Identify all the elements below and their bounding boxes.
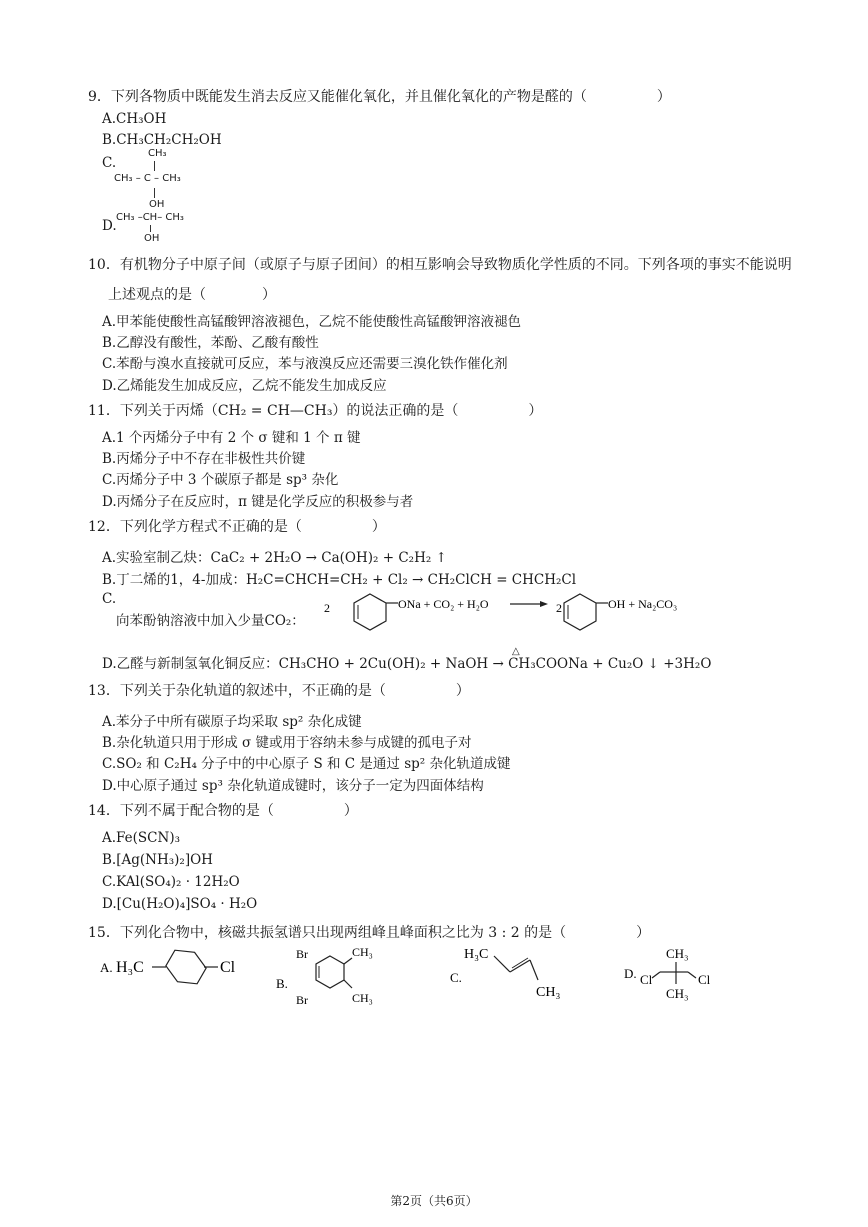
q12-option-c: C.	[102, 591, 117, 607]
q10-option-b: B.乙醇没有酸性，苯酚、乙酸有酸性	[102, 335, 319, 351]
q9-option-d: D.	[102, 218, 117, 234]
q13-option-c: C.SO₂ 和 C₂H₄ 分子中的中心原子 S 和 C 是通过 sp² 杂化轨道成键	[102, 756, 511, 772]
bond-line	[154, 161, 155, 171]
q15-a-structure	[100, 942, 270, 992]
q10-stem-line2: 上述观点的是（ ）	[108, 287, 276, 303]
q12-stem: 12．下列化学方程式不正确的是（ ）	[88, 519, 386, 535]
q15-a-right: Cl	[220, 959, 236, 976]
bond-line	[150, 225, 151, 232]
q15-c-structure	[450, 942, 580, 1002]
q11-option-c: C.丙烯分子中 3 个碳原子都是 sp³ 杂化	[102, 472, 339, 488]
q9-option-c: C.	[102, 155, 117, 171]
q13-option-b: B.杂化轨道只用于形成 σ 键或用于容纳未参与成键的孤电子对	[102, 735, 472, 751]
q12-c-coef1: 2	[324, 601, 330, 615]
q12-c-text: 向苯酚钠溶液中加入少量CO₂：	[116, 613, 305, 629]
q12-option-d: D.乙醛与新制氢氧化铜反应：CH₃CHO + 2Cu(OH)₂ + NaOH → CH₃COONa + Cu₂O ↓ +3H₂O	[102, 656, 712, 672]
benzene-ring	[354, 594, 386, 630]
q15-b-me2: CH₃	[352, 991, 373, 1005]
q14-option-a: A.Fe(SCN)₃	[102, 830, 180, 846]
q15-a-left: H₃C	[116, 959, 144, 976]
q15-b-br1: Br	[296, 947, 308, 961]
q10-option-c: C.苯酚与溴水直接就可反应，苯与液溴反应还需要三溴化铁作催化剂	[102, 356, 508, 372]
q15-d-me1: CH₃	[666, 946, 689, 961]
q13-option-d: D.中心原子通过 sp³ 杂化轨道成键时，该分子一定为四面体结构	[102, 778, 484, 794]
page-footer: 第2页（共6页）	[390, 1194, 478, 1208]
q15-d-label: D.	[624, 966, 637, 981]
q13-option-a: A.苯分子中所有碳原子均采取 sp² 杂化成键	[102, 714, 362, 730]
q15-b-br2: Br	[296, 993, 308, 1007]
q14-option-c: C.KAl(SO₄)₂ · 12H₂O	[102, 874, 240, 890]
bond-line	[344, 980, 352, 988]
q12-option-b: B.丁二烯的1，4-加成：H₂C=CHCH=CH₂ + Cl₂ → CH₂ClCH = CHCH₂Cl	[102, 572, 577, 588]
heat-symbol: △	[512, 646, 520, 657]
q15-b-structure	[272, 940, 392, 1010]
q15-c-me2: CH₃	[536, 985, 561, 1000]
q9-option-b: B.CH₃CH₂CH₂OH	[102, 132, 222, 148]
q9-d-mid: CH₃ –CH– CH₃	[116, 212, 184, 223]
q14-option-d: D.[Cu(H₂O)₄]SO₄ · H₂O	[102, 896, 258, 912]
bond-line	[688, 972, 696, 978]
q14-stem: 14．下列不属于配合物的是（ ）	[88, 803, 358, 819]
q12-c-right: OH + Na₂CO₃	[608, 597, 678, 611]
bond-line	[154, 188, 155, 198]
benzene-ring	[162, 943, 210, 990]
q15-a-label: A.	[100, 960, 113, 975]
bond-line	[530, 960, 538, 980]
q9-option-a: A.CH₃OH	[102, 111, 167, 127]
q11-option-d: D.丙烯分子在反应时，π 键是化学反应的积极参与者	[102, 494, 414, 510]
q15-b-label: B.	[276, 976, 288, 991]
q9-c-mid: CH₃ – C – CH₃	[114, 173, 181, 184]
q15-d-cl1: Cl	[640, 972, 653, 987]
q15-c-label: C.	[450, 970, 462, 985]
q9-c-bottom: OH	[149, 199, 165, 210]
benzene-ring	[564, 594, 596, 630]
q12-option-a: A.实验室制乙炔：CaC₂ + 2H₂O → Ca(OH)₂ + C₂H₂ ↑	[102, 550, 447, 566]
q15-c-me1: H₃C	[464, 947, 489, 962]
bond-line	[344, 958, 352, 964]
q12-c-coef2: 2	[556, 601, 562, 615]
q14-option-b: B.[Ag(NH₃)₂]OH	[102, 852, 213, 868]
q12-c-equation	[318, 590, 708, 640]
q10-stem-line1: 10．有机物分子中原子间（或原子与原子团间）的相互影响会导致物质化学性质的不同。下列各项的事实不能说明	[88, 257, 792, 273]
q11-stem: 11．下列关于丙烯（CH₂ = CH—CH₃）的说法正确的是（ ）	[88, 403, 543, 419]
q11-option-b: B.丙烯分子中不存在非极性共价键	[102, 451, 306, 467]
q9-c-structure	[114, 148, 204, 218]
arrow-head	[540, 601, 548, 607]
q12-c-left: ONa + CO₂ + H₂O	[398, 597, 489, 611]
q15-stem: 15．下列化合物中，核磁共振氢谱只出现两组峰且峰面积之比为 3 : 2 的是（ ）	[88, 925, 651, 941]
q15-b-me1: CH₃	[352, 945, 373, 959]
q13-stem: 13．下列关于杂化轨道的叙述中，不正确的是（ ）	[88, 683, 470, 699]
benzene-ring	[316, 956, 344, 988]
q9-c-top: CH₃	[148, 148, 167, 159]
q10-option-d: D.乙烯能发生加成反应，乙烷不能发生加成反应	[102, 378, 387, 394]
q15-d-me2: CH₃	[666, 986, 689, 1001]
q9-d-bottom: OH	[144, 233, 160, 244]
q9-d-structure	[116, 212, 206, 246]
bond-line	[652, 972, 660, 978]
double-bond	[510, 960, 530, 972]
q15-d-structure	[624, 940, 734, 1004]
q10-option-a: A.甲苯能使酸性高锰酸钾溶液褪色，乙烷不能使酸性高锰酸钾溶液褪色	[102, 314, 522, 330]
q9-stem: 9．下列各物质中既能发生消去反应又能催化氧化，并且催化氧化的产物是醛的（ ）	[88, 89, 671, 105]
q11-option-a: A.1 个丙烯分子中有 2 个 σ 键和 1 个 π 键	[102, 430, 361, 446]
q15-d-cl2: Cl	[698, 972, 711, 987]
bond-line	[494, 956, 510, 972]
